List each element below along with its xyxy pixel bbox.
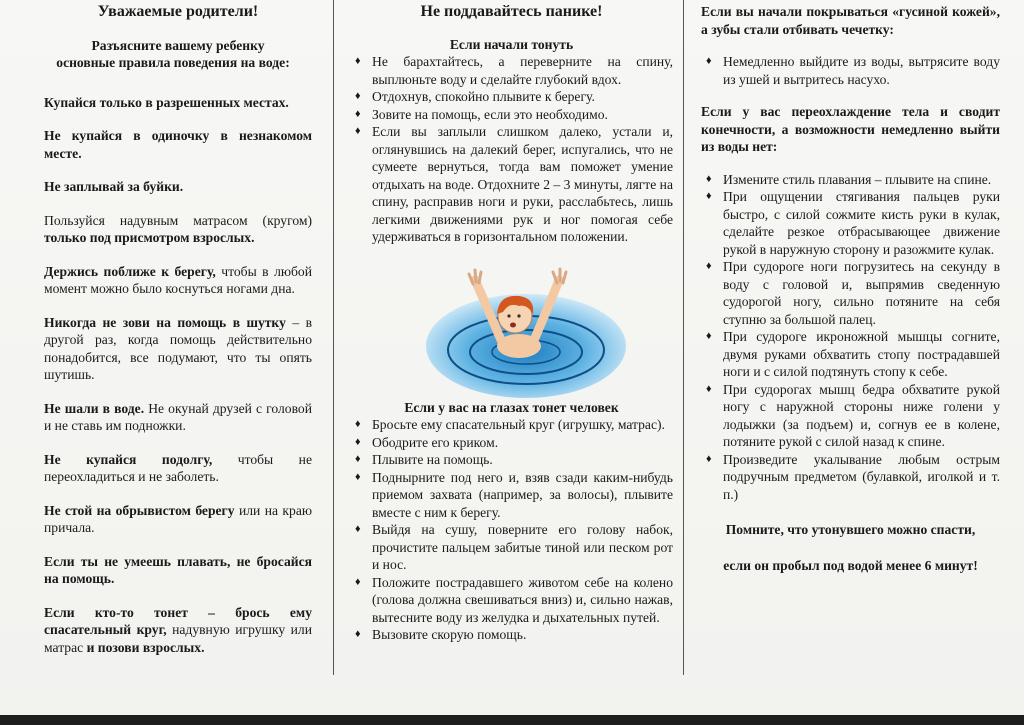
list-item-text: При судороге ноги погрузитесь на секунду в воду с головой и, выпрямив сведенную судорогой ногу, сильно потяните на себя ступню за большой палец.	[723, 259, 1000, 327]
child-body	[497, 334, 541, 358]
list-item	[350, 434, 673, 452]
rule-9-text: или на краю причала.	[44, 502, 313, 535]
list-item-text: Произведите укалывание любым острым подручным предметом (булавкой, иголкой и т. п.)	[723, 451, 1000, 502]
list-item-text: Положите пострадавшего животом себе на колено (голова должна свешиваться вниз) и, сильно нажав, вытесните воду из желудка и дыхательных путей.	[372, 574, 673, 625]
left-title: Уважаемые родители!	[97, 3, 259, 20]
bullet-icon: ♦	[706, 382, 712, 395]
bullet-icon: ♦	[355, 55, 361, 67]
bullet-icon: ♦	[355, 418, 361, 430]
right-column	[701, 0, 1000, 574]
rule-9-bold: Не стой на обрывистом берегу	[44, 502, 239, 518]
middle-title: Не поддавайтесь панике!	[420, 3, 603, 20]
list-item	[350, 521, 673, 574]
list-item-text: Выйдя на сушу, поверните его голову набок, прочистите пальцем забитые тиной или песком рот и нос.	[372, 522, 673, 572]
rule-7-bold: Не шали в воде.	[44, 400, 149, 416]
list-item	[350, 574, 673, 627]
child-mouth	[510, 323, 516, 328]
rule-5-text: чтобы в любой момент можно было коснуться ногами дна.	[44, 263, 312, 296]
rule-7	[44, 400, 312, 435]
rule-4-bold: только под присмотром взрослых.	[44, 230, 255, 245]
rule-5-bold: Держись поближе к берегу,	[44, 263, 222, 279]
middle-list-2	[350, 416, 673, 644]
middle-subheading-2: Если у вас на глазах тонет человек	[404, 399, 619, 415]
list-item-text: Немедленно выйдите из воды, вытрясите воду из ушей и вытритесь насухо.	[723, 54, 1000, 87]
rule-6-bold: Никогда не зови на помощь в шутку	[44, 314, 286, 330]
bullet-icon: ♦	[355, 453, 361, 465]
list-item-text: При ощущении стягивания пальцев руки быстро, с силой сожмите кисть руки в кулак, сделайте резкое отбрасывающее движение рукой в наружную сторону и разожмите кулак.	[723, 189, 1000, 257]
rule-3: Не заплывай за буйки.	[44, 179, 184, 194]
bullet-icon: ♦	[706, 260, 712, 272]
right-heading-1: Если вы начали покрываться «гусиной кожей», а зубы стали отбивать чечетку:	[701, 4, 1000, 37]
list-item	[350, 106, 673, 124]
list-item	[350, 53, 673, 88]
bullet-icon: ♦	[706, 55, 712, 67]
list-item-text: Плывите на помощь.	[372, 452, 493, 467]
list-item-text: Вызовите скорую помощь.	[372, 627, 527, 642]
rule-11	[44, 604, 312, 657]
bullet-icon: ♦	[706, 330, 712, 342]
rule-7-text: Не окунай друзей с головой и не ставь им подножки.	[44, 400, 312, 433]
bullet-icon: ♦	[355, 90, 361, 102]
rule-5	[44, 263, 312, 298]
list-item	[350, 416, 673, 434]
scan-bottom-edge	[0, 715, 1024, 725]
bullet-icon: ♦	[355, 470, 361, 483]
rule-6	[44, 314, 312, 384]
list-item	[701, 171, 1000, 189]
rule-11-text: надувную игрушку или матрас	[44, 622, 312, 655]
rule-4	[44, 212, 312, 247]
child-eye	[507, 314, 510, 317]
list-item-text: Бросьте ему спасательный круг (игрушку, матрас).	[372, 417, 665, 432]
list-item	[701, 381, 1000, 451]
left-subtitle-2: основные правила поведения на воде:	[56, 55, 290, 70]
list-item-text: Поднырните под него и, взяв сзади каким-нибудь приемом захвата (например, за волосы), плывите вместе с ним к берегу.	[372, 469, 673, 520]
list-item-text: При судороге икроножной мышцы согните, двумя руками обхватить стопу пострадавшей ноги и с силой подтянуть стопу к себе.	[723, 329, 1000, 379]
bullet-icon: ♦	[355, 575, 361, 588]
list-item-text: Зовите на помощь, если это необходимо.	[372, 106, 608, 122]
list-item-text: Отдохнув, спокойно плывите к берегу.	[372, 89, 595, 104]
list-item	[701, 188, 1000, 258]
bullet-icon: ♦	[355, 628, 361, 640]
bullet-icon: ♦	[706, 190, 712, 202]
list-item-text: При судорогах мышц бедра обхватите рукой ногу с наружной стороны ниже голени у лодыжки (за подъем) и, согнув ее в колене, потяните рукой с силой назад к спине.	[723, 381, 1000, 449]
bullet-icon: ♦	[355, 107, 361, 120]
list-item	[350, 123, 673, 246]
bullet-icon: ♦	[706, 452, 712, 465]
list-item	[350, 626, 673, 644]
middle-subheading-1: Если начали тонуть	[449, 36, 574, 52]
list-item	[701, 53, 1000, 88]
right-hand	[553, 269, 566, 283]
rule-9	[44, 502, 312, 537]
rule-6-text: – в другой раз, когда помощь действительно понадобится, все подумают, что ты опять шутишь.	[44, 314, 312, 382]
left-subtitle-1: Разъясните вашему ребенку	[91, 37, 265, 53]
list-item	[701, 328, 1000, 381]
list-item-text: Ободрите его криком.	[372, 434, 499, 450]
bullet-icon: ♦	[355, 125, 361, 137]
rule-10: Если ты не умеешь плавать, не бросайся на помощь.	[44, 553, 312, 586]
rule-4-text: Пользуйся надувным матрасом (кругом)	[44, 212, 312, 228]
list-item	[350, 451, 673, 469]
list-item-text: Не барахтайтесь, а переверните на спину, выплюньте воду и сделайте глубокий вдох.	[372, 54, 673, 87]
right-footer-1: Помните, что утонувшего можно спасти,	[725, 522, 976, 537]
child-eye	[517, 314, 520, 317]
left-hand	[469, 270, 481, 284]
drowning-child-illustration	[423, 258, 630, 403]
right-heading-2: Если у вас переохлаждение тела и сводит конечности, а возможности немедленно выйти из воды нет:	[701, 104, 1000, 154]
list-item-text: Измените стиль плавания – плывите на спине.	[723, 171, 992, 187]
right-list-1	[701, 53, 1000, 88]
rule-8-text: чтобы не переохладиться и не заболеть.	[44, 451, 312, 484]
column-divider-right	[683, 0, 684, 675]
rule-11-bold-c: и позови взрослых.	[86, 639, 205, 655]
right-list-2	[701, 171, 1000, 504]
column-divider-left	[333, 0, 334, 675]
right-footer-2: если он пробыл под водой менее 6 минут!	[723, 557, 978, 573]
middle-list-1	[350, 53, 673, 246]
rule-2: Не купайся в одиночку в незнакомом месте.	[44, 128, 312, 161]
left-column	[44, 0, 312, 656]
rule-8	[44, 451, 312, 486]
list-item	[701, 258, 1000, 328]
list-item	[350, 469, 673, 522]
list-item	[350, 88, 673, 106]
list-item	[701, 451, 1000, 504]
bullet-icon: ♦	[355, 435, 361, 448]
bullet-icon: ♦	[355, 523, 361, 535]
rule-1: Купайся только в разрешенных местах.	[44, 94, 289, 110]
bullet-icon: ♦	[706, 172, 712, 185]
rule-8-bold: Не купайся подолгу,	[44, 451, 238, 467]
rule-11-bold-a: Если кто-то тонет – брось ему спасательный круг,	[44, 604, 312, 637]
list-item-text: Если вы заплыли слишком далеко, устали и, оглянувшись на далекий берег, испугались, что не сумеете вернуться, тогда вам поможет умение отдыхать на воде. Отдохните 2 – 3 минуты, лягте на спину, расправив ноги и руки, расслабьтесь, лишь легкими движениями рук и ног помогая себе удерживаться в горизонтальном положении.	[372, 124, 673, 244]
